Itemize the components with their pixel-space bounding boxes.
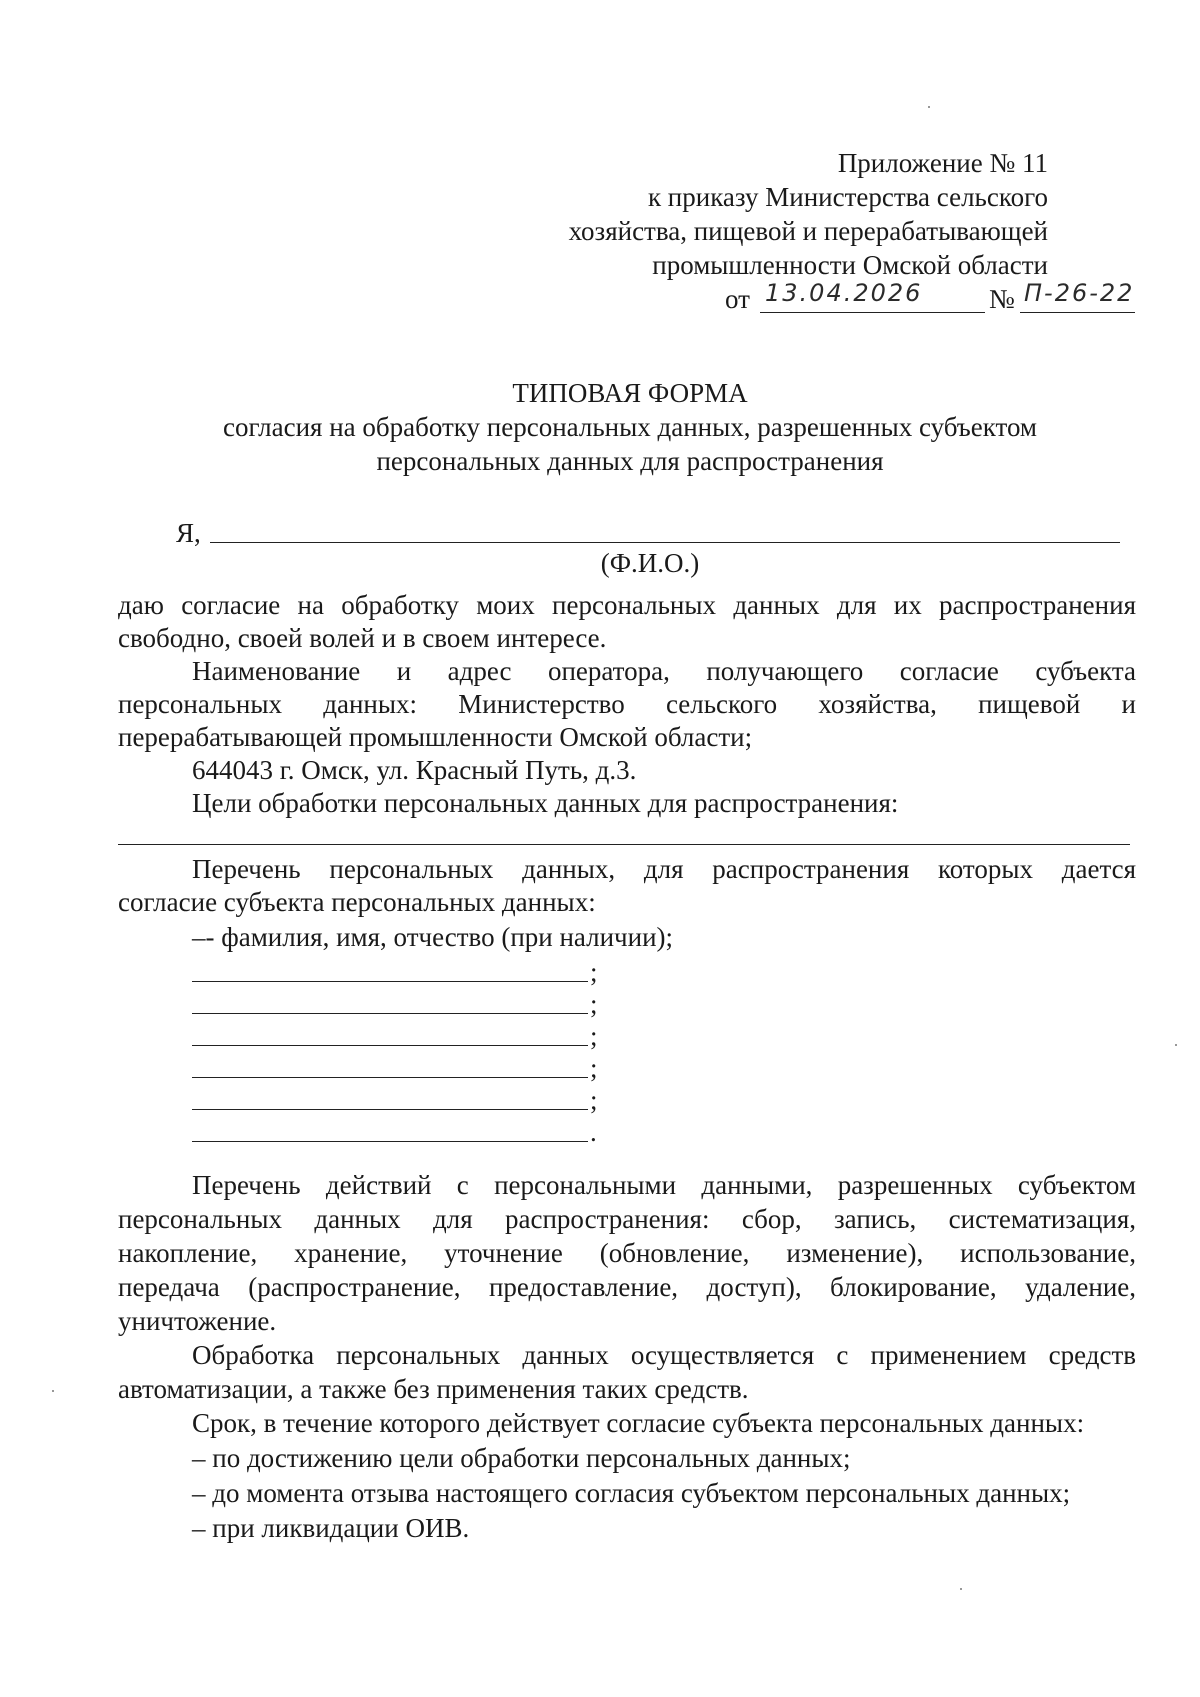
- data-list-intro-line1: Перечень персональных данных, для распространения которых дается: [192, 854, 1136, 884]
- order-reference-line1: к приказу Министерства сельского: [647, 182, 1048, 212]
- data-list-blank-6: [192, 1141, 588, 1142]
- actions-paragraph-line1: Перечень действий с персональными данными, разрешенных субъектом: [192, 1170, 1136, 1200]
- order-reference-line2: хозяйства, пищевой и перерабатывающей: [568, 216, 1048, 246]
- blank-6-period: .: [590, 1117, 597, 1147]
- operator-address: 644043 г. Омск, ул. Красный Путь, д.3.: [192, 755, 637, 785]
- data-list-blank-2: [192, 1013, 588, 1014]
- operator-paragraph-line1: Наименование и адрес оператора, получающего согласие субъекта: [192, 656, 1136, 686]
- blank-4-semicolon: ;: [590, 1053, 598, 1083]
- blank-1-semicolon: ;: [590, 957, 598, 987]
- purpose-label: Цели обработки персональных данных для распространения:: [192, 788, 899, 818]
- actions-paragraph-line3: накопление, хранение, уточнение (обновление, изменение), использование,: [118, 1238, 1136, 1268]
- operator-paragraph-line2: персональных данных: Министерство сельского хозяйства, пищевой и: [118, 689, 1136, 719]
- processing-paragraph-line1: Обработка персональных данных осуществляется с применением средств: [192, 1340, 1136, 1370]
- actions-paragraph-line4: передача (распространение, предоставление, доступ), блокирование, удаление,: [118, 1272, 1136, 1302]
- actions-paragraph-line2: персональных данных для распространения: сбор, запись, систематизация,: [118, 1204, 1136, 1234]
- data-list-blank-5: [192, 1109, 588, 1110]
- number-prefix: №: [989, 284, 1015, 314]
- blank-3-semicolon: ;: [590, 1021, 598, 1051]
- consent-paragraph-line2: свободно, своей волей и в своем интересе.: [118, 623, 607, 653]
- handwritten-number: П-26-22: [1024, 279, 1135, 307]
- form-subtitle-line2: персональных данных для распространения: [376, 446, 884, 476]
- data-list-blank-4: [192, 1077, 588, 1078]
- processing-paragraph-line2: автоматизации, а также без применения таких средств.: [118, 1374, 749, 1404]
- data-list-blank-3: [192, 1045, 588, 1046]
- term-item-liquidation: – при ликвидации ОИВ.: [192, 1513, 470, 1543]
- fio-prefix: Я,: [176, 518, 201, 548]
- scan-speck: [52, 1390, 54, 1392]
- data-list-intro-line2: согласие субъекта персональных данных:: [118, 887, 596, 917]
- form-title: ТИПОВАЯ ФОРМА: [512, 378, 748, 408]
- purpose-blank-line: [118, 844, 1130, 845]
- blank-2-semicolon: ;: [590, 989, 598, 1019]
- operator-paragraph-line3: перерабатывающей промышленности Омской области;: [118, 722, 753, 752]
- fio-caption: (Ф.И.О.): [600, 548, 700, 578]
- actions-paragraph-line5: уничтожение.: [118, 1306, 277, 1336]
- term-item-revocation: – до момента отзыва настоящего согласия субъектом персональных данных;: [192, 1478, 1071, 1508]
- fio-blank-line: [210, 542, 1120, 543]
- order-reference-line3: промышленности Омской области: [652, 250, 1048, 280]
- handwritten-date: 13.04.2026: [765, 279, 923, 307]
- date-prefix: от: [725, 284, 750, 314]
- date-underline: [760, 312, 985, 313]
- data-list-item-fio: –- фамилия, имя, отчество (при наличии);: [192, 922, 674, 952]
- number-underline: [1020, 312, 1135, 313]
- data-list-blank-1: [192, 981, 588, 982]
- scan-speck: [928, 106, 930, 108]
- scan-speck: [1175, 1044, 1177, 1046]
- scan-speck: [960, 1588, 962, 1590]
- form-subtitle-line1: согласия на обработку персональных данных, разрешенных субъектом: [222, 412, 1038, 442]
- term-item-goal: – по достижению цели обработки персональных данных;: [192, 1443, 851, 1473]
- appendix-number: Приложение № 11: [837, 148, 1048, 178]
- consent-paragraph-line1: даю согласие на обработку моих персональных данных для их распространения: [118, 590, 1136, 620]
- term-paragraph-intro: Срок, в течение которого действует согласие субъекта персональных данных:: [192, 1408, 1085, 1438]
- blank-5-semicolon: ;: [590, 1085, 598, 1115]
